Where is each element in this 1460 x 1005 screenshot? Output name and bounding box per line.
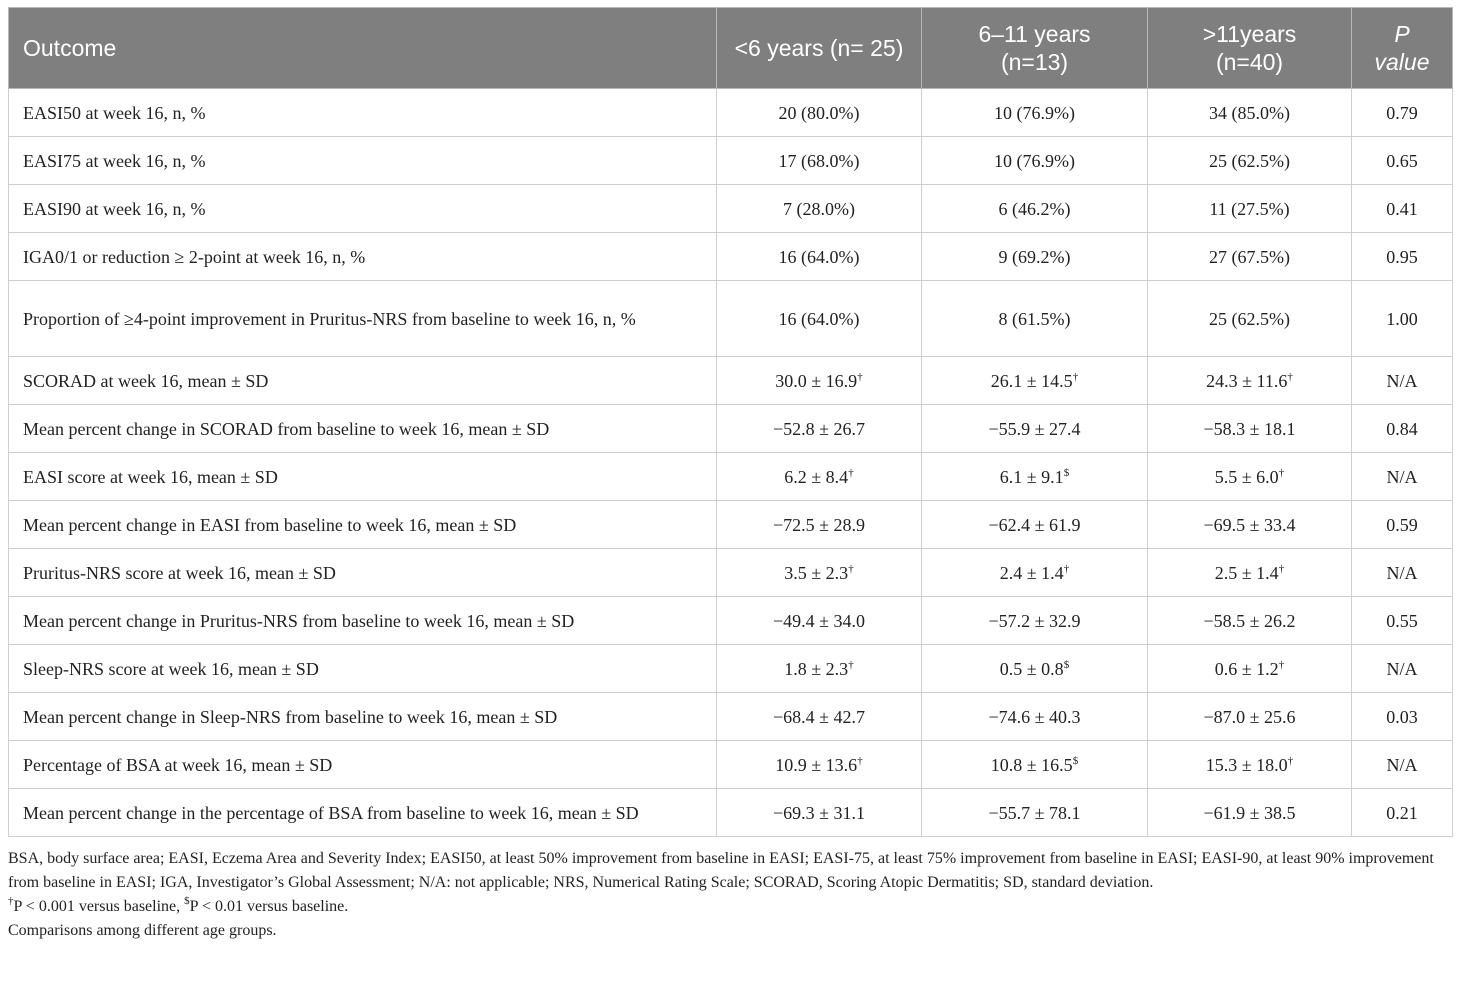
row-value-group-1 [717, 233, 922, 281]
value-text: 2.4 ± 1.4 [999, 562, 1064, 583]
table-row [9, 405, 1453, 453]
row-value-group-1 [717, 645, 922, 693]
table-row [9, 693, 1453, 741]
dollar-mark: $ [184, 895, 190, 907]
row-label: SCORAD at week 16, mean ± SD [9, 357, 717, 405]
row-value-group-3 [1148, 233, 1352, 281]
row-value-group-1 [717, 501, 922, 549]
row-p-value: 0.03 [1352, 693, 1453, 741]
significance-mark: † [857, 370, 863, 383]
value-text: −49.4 ± 34.0 [772, 610, 866, 631]
value-text: 25 (62.5%) [1209, 150, 1290, 171]
header-p-line2: value [1374, 49, 1430, 75]
value-text: −57.2 ± 32.9 [988, 610, 1081, 631]
row-value-group-2 [922, 357, 1148, 405]
table-body [9, 89, 1453, 837]
row-value-group-3 [1148, 645, 1352, 693]
value-text: 26.1 ± 14.5 [990, 370, 1073, 391]
row-label: Mean percent change in EASI from baseline to week 16, mean ± SD [9, 501, 717, 549]
row-value-group-2 [922, 233, 1148, 281]
row-value-group-2 [922, 137, 1148, 185]
table-row [9, 281, 1453, 357]
significance-mark: $ [1063, 466, 1070, 479]
value-text: 16 (64.0%) [778, 246, 860, 267]
row-value-group-3 [1148, 741, 1352, 789]
value-text: −55.7 ± 78.1 [988, 802, 1081, 823]
header-p-line1: P [1394, 21, 1410, 47]
value-text: −52.8 ± 26.7 [772, 418, 866, 439]
row-p-value: 0.21 [1352, 789, 1453, 837]
value-text: 30.0 ± 16.9 [775, 370, 858, 391]
row-p-value: N/A [1352, 741, 1453, 789]
row-value-group-2 [922, 185, 1148, 233]
significance-mark: † [1063, 562, 1070, 575]
value-text: −87.0 ± 25.6 [1203, 706, 1296, 727]
row-value-group-1 [717, 549, 922, 597]
value-text: 6.2 ± 8.4 [784, 466, 849, 487]
row-value-group-1 [717, 405, 922, 453]
table-row [9, 233, 1453, 281]
row-p-value: N/A [1352, 453, 1453, 501]
header-row [9, 8, 1453, 89]
table-row [9, 549, 1453, 597]
value-text: 10 (76.9%) [994, 102, 1075, 123]
header-over-11 [1148, 8, 1352, 89]
row-value-group-3 [1148, 789, 1352, 837]
header-over-11-line1: >11years [1202, 21, 1297, 47]
row-value-group-3 [1148, 137, 1352, 185]
row-p-value: 1.00 [1352, 281, 1453, 357]
value-text: 0.6 ± 1.2 [1214, 658, 1279, 679]
row-value-group-1 [717, 281, 922, 357]
row-value-group-2 [922, 693, 1148, 741]
table-header [9, 8, 1453, 89]
header-6-11-line2: (n=13) [1000, 49, 1069, 75]
value-text: 1.8 ± 2.3 [784, 658, 849, 679]
header-6-11-line1: 6–11 years [978, 21, 1091, 47]
row-label: Mean percent change in Pruritus-NRS from baseline to week 16, mean ± SD [9, 597, 717, 645]
row-label: Proportion of ≥4-point improvement in Pruritus-NRS from baseline to week 16, n, % [9, 281, 717, 357]
row-p-value: 0.95 [1352, 233, 1453, 281]
row-value-group-2 [922, 741, 1148, 789]
results-table-container [8, 7, 1452, 943]
row-label: EASI75 at week 16, n, % [9, 137, 717, 185]
row-label: Percentage of BSA at week 16, mean ± SD [9, 741, 717, 789]
value-text: 0.5 ± 0.8 [999, 658, 1064, 679]
value-text: 16 (64.0%) [778, 308, 860, 329]
row-value-group-3 [1148, 549, 1352, 597]
row-value-group-3 [1148, 453, 1352, 501]
value-text: −61.9 ± 38.5 [1203, 802, 1296, 823]
value-text: −62.4 ± 61.9 [988, 514, 1081, 535]
header-outcome: Outcome [9, 8, 717, 89]
row-label: EASI90 at week 16, n, % [9, 185, 717, 233]
table-row [9, 357, 1453, 405]
row-p-value: 0.41 [1352, 185, 1453, 233]
footnote-abbreviations: BSA, body surface area; EASI, Eczema Area and Severity Index; EASI50, at least 50% improvement from baseline in EASI; EASI-75, at least 75% improvement from baseline in EASI; EASI-90, at least 90% improvement from baseline in EASI; IGA, Investigator’s Global Assessment; N/A: not applicable; NRS, Numerical Rating Scale; SCORAD, Scoring Atopic Dermatitis; SD, standard deviation. [8, 850, 1434, 891]
value-text: 10.9 ± 13.6 [775, 754, 858, 775]
row-value-group-3 [1148, 501, 1352, 549]
row-label: Sleep-NRS score at week 16, mean ± SD [9, 645, 717, 693]
row-value-group-2 [922, 645, 1148, 693]
row-label: Mean percent change in SCORAD from baseline to week 16, mean ± SD [9, 405, 717, 453]
row-value-group-3 [1148, 357, 1352, 405]
row-label: IGA0/1 or reduction ≥ 2-point at week 16, n, % [9, 233, 717, 281]
row-value-group-1 [717, 789, 922, 837]
table-row [9, 741, 1453, 789]
significance-mark: $ [1063, 658, 1070, 671]
row-label: EASI50 at week 16, n, % [9, 89, 717, 137]
value-text: 8 (61.5%) [998, 308, 1071, 329]
value-text: 6.1 ± 9.1 [999, 466, 1064, 487]
significance-mark: † [848, 658, 854, 671]
table-row [9, 789, 1453, 837]
significance-mark: † [1287, 754, 1294, 767]
table-footnotes [8, 847, 1452, 943]
row-value-group-3 [1148, 405, 1352, 453]
row-value-group-1 [717, 597, 922, 645]
significance-mark: † [1072, 370, 1079, 383]
row-p-value: N/A [1352, 357, 1453, 405]
row-value-group-3 [1148, 597, 1352, 645]
footnote-comparison: Comparisons among different age groups. [8, 922, 277, 939]
table-row [9, 185, 1453, 233]
value-text: 3.5 ± 2.3 [784, 562, 849, 583]
outcomes-table [8, 7, 1453, 837]
value-text: −55.9 ± 27.4 [988, 418, 1081, 439]
row-label: Pruritus-NRS score at week 16, mean ± SD [9, 549, 717, 597]
value-text: 5.5 ± 6.0 [1214, 466, 1279, 487]
row-value-group-1 [717, 453, 922, 501]
row-value-group-2 [922, 549, 1148, 597]
row-value-group-3 [1148, 281, 1352, 357]
value-text: −72.5 ± 28.9 [772, 514, 866, 535]
value-text: 15.3 ± 18.0 [1205, 754, 1288, 775]
row-label: EASI score at week 16, mean ± SD [9, 453, 717, 501]
value-text: −74.6 ± 40.3 [988, 706, 1081, 727]
value-text: 24.3 ± 11.6 [1206, 370, 1288, 391]
row-value-group-2 [922, 89, 1148, 137]
footnote-sig-text2: P < 0.01 versus baseline. [189, 898, 349, 915]
row-value-group-1 [717, 89, 922, 137]
value-text: 7 (28.0%) [783, 198, 855, 219]
row-value-group-3 [1148, 693, 1352, 741]
table-row [9, 453, 1453, 501]
row-label: Mean percent change in the percentage of BSA from baseline to week 16, mean ± SD [9, 789, 717, 837]
value-text: 20 (80.0%) [778, 102, 860, 123]
row-value-group-1 [717, 741, 922, 789]
value-text: 6 (46.2%) [998, 198, 1071, 219]
value-text: −58.3 ± 18.1 [1203, 418, 1296, 439]
row-label: Mean percent change in Sleep-NRS from baseline to week 16, mean ± SD [9, 693, 717, 741]
value-text: −58.5 ± 26.2 [1203, 610, 1296, 631]
header-over-11-line2: (n=40) [1215, 49, 1284, 75]
table-row [9, 645, 1453, 693]
significance-mark: † [1278, 658, 1285, 671]
value-text: 9 (69.2%) [998, 246, 1071, 267]
row-p-value: 0.84 [1352, 405, 1453, 453]
row-p-value: 0.55 [1352, 597, 1453, 645]
value-text: −68.4 ± 42.7 [772, 706, 866, 727]
header-under-6: <6 years (n= 25) [717, 8, 922, 89]
significance-mark: † [857, 754, 863, 767]
table-row [9, 501, 1453, 549]
value-text: 27 (67.5%) [1209, 246, 1290, 267]
significance-mark: $ [1072, 754, 1079, 767]
row-p-value: 0.79 [1352, 89, 1453, 137]
significance-mark: † [848, 562, 854, 575]
row-value-group-2 [922, 405, 1148, 453]
header-6-11 [922, 8, 1148, 89]
value-text: −69.5 ± 33.4 [1203, 514, 1296, 535]
value-text: 17 (68.0%) [778, 150, 860, 171]
row-value-group-3 [1148, 89, 1352, 137]
row-value-group-1 [717, 357, 922, 405]
value-text: 34 (85.0%) [1209, 102, 1290, 123]
value-text: 10 (76.9%) [994, 150, 1075, 171]
significance-mark: † [848, 466, 854, 479]
value-text: 11 (27.5%) [1209, 198, 1290, 219]
row-p-value: N/A [1352, 549, 1453, 597]
footnote-sig-text1: P < 0.001 versus baseline, [13, 898, 185, 915]
row-p-value: N/A [1352, 645, 1453, 693]
row-value-group-2 [922, 281, 1148, 357]
row-value-group-2 [922, 501, 1148, 549]
row-value-group-1 [717, 693, 922, 741]
row-value-group-2 [922, 453, 1148, 501]
table-row [9, 89, 1453, 137]
row-value-group-2 [922, 789, 1148, 837]
value-text: 2.5 ± 1.4 [1214, 562, 1279, 583]
header-p-value [1352, 8, 1453, 89]
table-row [9, 597, 1453, 645]
row-value-group-3 [1148, 185, 1352, 233]
dagger-mark: † [8, 895, 14, 907]
significance-mark: † [1278, 466, 1285, 479]
row-p-value: 0.59 [1352, 501, 1453, 549]
value-text: −69.3 ± 31.1 [772, 802, 866, 823]
footnote-significance [8, 895, 1452, 919]
value-text: 10.8 ± 16.5 [990, 754, 1073, 775]
significance-mark: † [1278, 562, 1285, 575]
significance-mark: † [1287, 370, 1293, 383]
row-p-value: 0.65 [1352, 137, 1453, 185]
row-value-group-1 [717, 137, 922, 185]
table-row [9, 137, 1453, 185]
row-value-group-1 [717, 185, 922, 233]
value-text: 25 (62.5%) [1209, 308, 1290, 329]
row-value-group-2 [922, 597, 1148, 645]
